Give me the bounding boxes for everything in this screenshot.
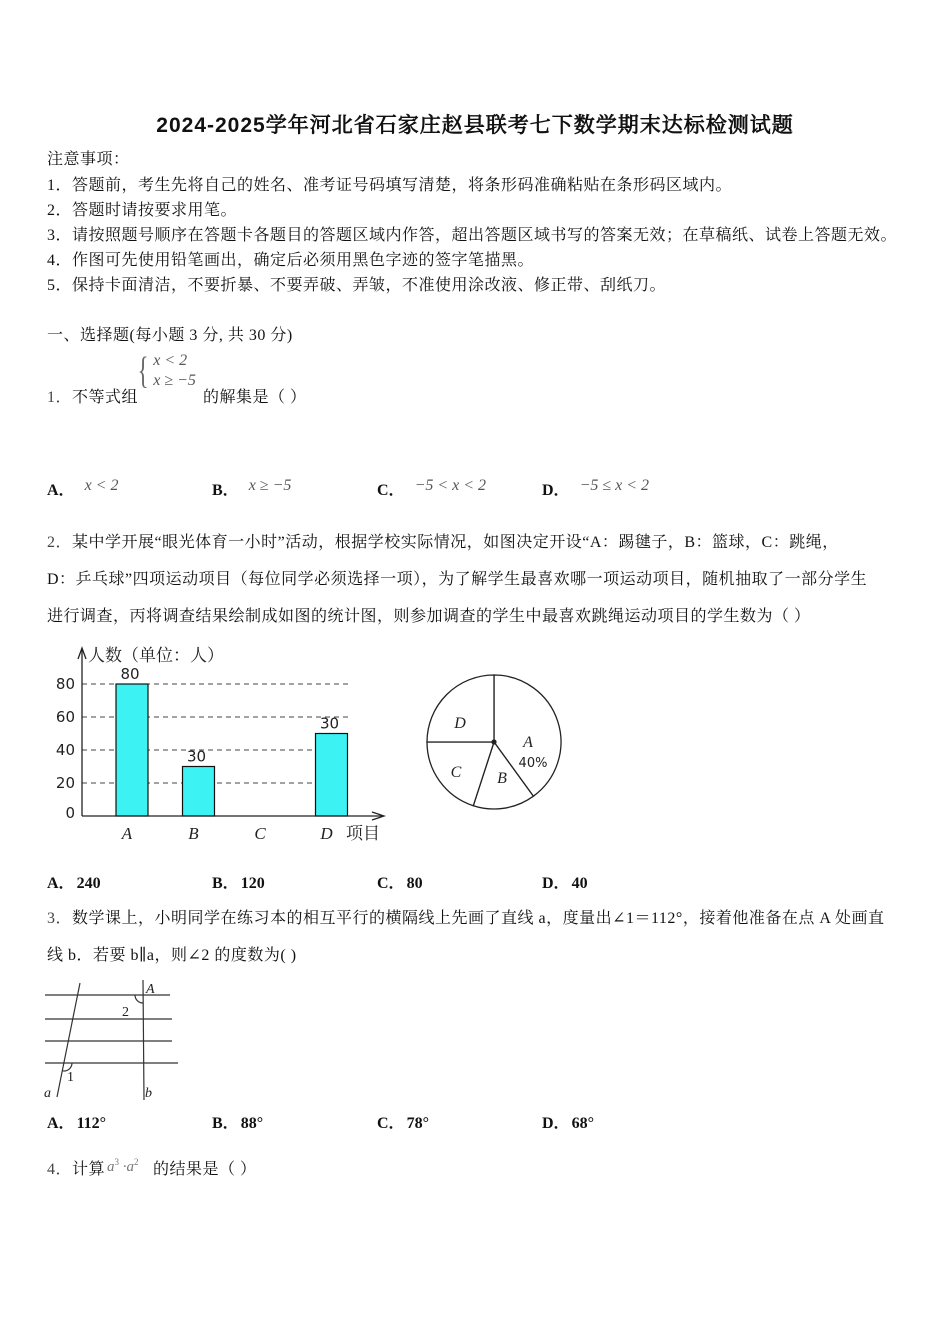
inequality-1: x < 2 bbox=[153, 352, 188, 369]
q3-option-a bbox=[47, 1114, 106, 1134]
pie-label-C: C bbox=[450, 764, 462, 781]
x-axis-label: 项目 bbox=[346, 824, 380, 844]
q3-line-2: 线 b．若要 b∥a，则∠2 的度数为( ) bbox=[47, 947, 297, 964]
parallel-lines-figure bbox=[40, 975, 185, 1105]
q4-stem-after: 的结果是（ ） bbox=[153, 1161, 257, 1178]
option-letter: A． bbox=[47, 875, 75, 892]
q3-option-d bbox=[542, 1114, 594, 1134]
option-letter: C． bbox=[377, 482, 405, 499]
angle-2-label: 2 bbox=[122, 1005, 129, 1020]
q4-stem-start bbox=[47, 1160, 105, 1180]
q2-option-d bbox=[542, 874, 588, 894]
option-letter: C． bbox=[377, 1115, 405, 1132]
q1-option-c bbox=[377, 477, 487, 501]
notice-item-1: 1．答题前，考生先将自己的姓名、准考证号码填写清楚，将条形码准确粘贴在条形码区域内。 bbox=[47, 177, 733, 194]
option-formula: x ≥ −5 bbox=[248, 477, 292, 494]
line-a-label: a bbox=[44, 1086, 51, 1101]
q2-text-1: 某中学开展“眼光体育一小时”活动，根据学校实际情况，如图决定开设“A：踢毽子，B：篮球，C：跳绳， bbox=[72, 534, 839, 551]
option-value: 88° bbox=[240, 1115, 264, 1132]
option-letter: C． bbox=[377, 875, 405, 892]
q2-option-b bbox=[212, 874, 265, 894]
line-b-label: b bbox=[145, 1086, 152, 1101]
q2-line-3: 进行调查，丙将调查结果绘制成如图的统计图，则参加调查的学生中最喜欢跳绳运动项目的学生数为（ ） bbox=[47, 608, 811, 625]
x-tick-label-B: B bbox=[188, 824, 199, 843]
q3-option-b bbox=[212, 1114, 263, 1134]
q2-option-a bbox=[47, 874, 101, 894]
left-brace: { bbox=[137, 350, 149, 392]
option-letter: B． bbox=[212, 1115, 239, 1132]
notice-item-2: 2．答题时请按要求用笔。 bbox=[47, 202, 238, 219]
option-letter: A． bbox=[47, 482, 75, 499]
option-letter: D． bbox=[542, 482, 570, 499]
notice-heading: 注意事项： bbox=[47, 151, 130, 168]
bar-chart bbox=[40, 640, 390, 850]
option-formula: −5 ≤ x < 2 bbox=[579, 477, 650, 494]
option-formula: x < 2 bbox=[84, 477, 119, 494]
pie-chart bbox=[420, 668, 570, 818]
formula-exponent-2: 2 bbox=[134, 1157, 139, 1167]
angle-2-arc bbox=[135, 995, 143, 1003]
q4-stem-before: 计算 bbox=[72, 1161, 106, 1178]
q2-line-2: D：乒乓球”四项运动项目（每位同学必须选择一项），为了解学生最喜欢哪一项运动项目，随机抽取了一部分学生 bbox=[47, 571, 868, 588]
x-tick-label-A: A bbox=[121, 824, 133, 843]
option-value: 80 bbox=[406, 875, 423, 892]
option-letter: B． bbox=[212, 482, 239, 499]
q1-stem-before: 不等式组 bbox=[72, 389, 139, 406]
page-title: 2024-2025学年河北省石家庄赵县联考七下数学期末达标检测试题 bbox=[156, 114, 794, 137]
q2-line-1 bbox=[47, 533, 839, 553]
section-heading: 一、选择题(每小题 3 分, 共 30 分) bbox=[47, 327, 293, 344]
inequality-2: x ≥ −5 bbox=[153, 372, 196, 389]
q2-number: 2． bbox=[47, 534, 73, 551]
q3-text-1: 数学课上，小明同学在练习本的相互平行的横隔线上先画了直线 a，度量出∠1＝112°，接着他准备在点 A 处画直 bbox=[72, 910, 885, 927]
formula-operator: · bbox=[122, 1159, 127, 1175]
x-tick-label-D: D bbox=[320, 824, 333, 843]
option-value: 78° bbox=[406, 1115, 429, 1132]
option-formula: −5 < x < 2 bbox=[414, 477, 487, 494]
option-value: 68° bbox=[571, 1115, 594, 1132]
y-axis-label: 人数（单位：人） bbox=[88, 646, 224, 666]
option-value: 240 bbox=[76, 875, 101, 892]
q3-option-c bbox=[377, 1114, 429, 1134]
option-value: 40 bbox=[571, 875, 588, 892]
option-value: 120 bbox=[240, 875, 265, 892]
q4-number: 4． bbox=[47, 1161, 73, 1178]
x-tick-label-C: C bbox=[254, 824, 266, 843]
bar-data-label-D: 30 bbox=[319, 714, 340, 733]
bar-data-label-A: 80 bbox=[120, 665, 140, 683]
q1-inequality-system bbox=[134, 350, 196, 392]
q1-stem-after: 的解集是（ ） bbox=[203, 389, 307, 406]
bar-D bbox=[316, 734, 348, 817]
line-b bbox=[143, 980, 144, 1100]
pie-center-dot bbox=[491, 739, 496, 744]
option-value: 112° bbox=[76, 1115, 107, 1132]
y-tick-label-0: 0 bbox=[65, 804, 75, 822]
pie-label-B: B bbox=[497, 770, 507, 787]
y-tick-label-20: 20 bbox=[55, 774, 75, 792]
q3-line-1 bbox=[47, 909, 885, 929]
bar-A bbox=[116, 684, 148, 816]
notice-item-3: 3．请按照题号顺序在答题卡各题目的答题区域内作答，超出答题区域书写的答案无效；在草稿纸、试卷上答题无效。 bbox=[47, 227, 898, 244]
y-tick-label-40: 40 bbox=[55, 741, 75, 759]
formula-base-2: a bbox=[126, 1159, 134, 1175]
angle-1-label: 1 bbox=[67, 1070, 74, 1085]
q3-number: 3． bbox=[47, 910, 73, 927]
q1-option-b bbox=[212, 477, 292, 501]
option-letter: D． bbox=[542, 1115, 570, 1132]
notice-item-4: 4．作图可先使用铅笔画出，确定后必须用黑色字迹的签字笔描黑。 bbox=[47, 252, 535, 269]
q1-stem-start bbox=[47, 388, 138, 408]
formula-exponent-1: 3 bbox=[114, 1157, 119, 1167]
inequality-lines bbox=[153, 351, 196, 391]
option-letter: B． bbox=[212, 875, 239, 892]
notice-item-5: 5．保持卡面清洁，不要折暴、不要弄破、弄皱，不准使用涂改液、修正带、刮纸刀。 bbox=[47, 277, 667, 294]
q1-option-d bbox=[542, 477, 650, 501]
q4-formula bbox=[107, 1152, 139, 1177]
bar-B bbox=[183, 767, 215, 817]
q1-option-a bbox=[47, 477, 119, 501]
q1-number: 1． bbox=[47, 389, 73, 406]
y-tick-label-60: 60 bbox=[55, 708, 75, 726]
y-tick-label-80: 80 bbox=[55, 675, 75, 693]
option-letter: A． bbox=[47, 1115, 75, 1132]
bar-data-label-B: 30 bbox=[186, 747, 207, 766]
pie-label-A: A bbox=[523, 734, 533, 751]
pie-value-label-A: 40% bbox=[518, 756, 548, 771]
option-letter: D． bbox=[542, 875, 570, 892]
pie-label-D: D bbox=[454, 715, 466, 732]
point-a-label: A bbox=[146, 982, 155, 997]
formula-base-1: a bbox=[107, 1159, 115, 1175]
q2-option-c bbox=[377, 874, 423, 894]
